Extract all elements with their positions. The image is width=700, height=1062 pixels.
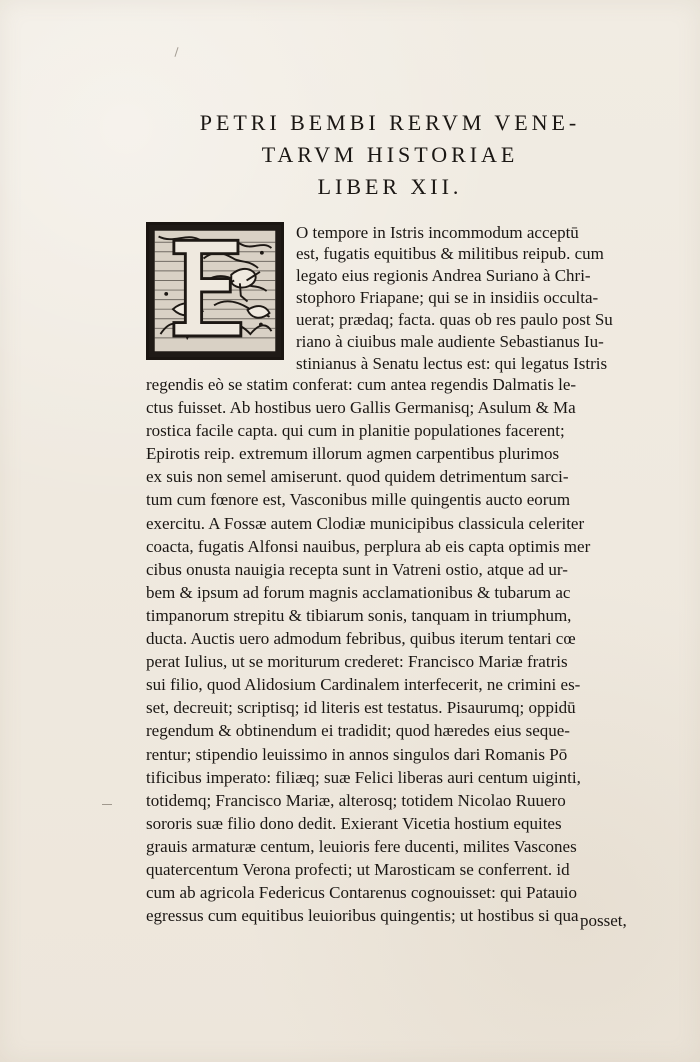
paper-mark bbox=[102, 804, 112, 805]
opening-line: legato eius regionis Andrea Suriano à Chri- bbox=[296, 266, 591, 285]
paper-mark bbox=[174, 47, 178, 57]
opening-paragraph bbox=[296, 243, 652, 375]
body-line: grauis armaturæ centum, leuioris fere ducenti, milites Vascones bbox=[146, 836, 577, 856]
chapter-title bbox=[155, 107, 625, 203]
title-line-2: TARVM HISTORIAE bbox=[261, 142, 519, 167]
opening-line: stinianus à Senatu lectus est: qui legatus Istris bbox=[296, 354, 608, 373]
body-line: sororis suæ filio dono dedit. Exierant Vicetia hostium equites bbox=[146, 813, 562, 833]
title-line-3: LIBER XII. bbox=[317, 174, 463, 199]
opening-line: stophoro Friapane; qui se in insidiis occulta- bbox=[296, 288, 599, 307]
body-line: bem & ipsum ad forum magnis acclamationibus & tubarum ac bbox=[146, 582, 571, 602]
body-line: cibus onusta nauigia recepta sunt in Vatreni ostio, atque ad ur- bbox=[146, 559, 568, 579]
body-line: egressus cum equitibus leuioribus quingentis; ut hostibus si qua bbox=[146, 906, 579, 926]
opening-line: uerat; prædaq; facta. quas ob res paulo post Su bbox=[296, 310, 613, 329]
body-line: quatercentum Verona profecti; ut Marosticam se conferrent. id bbox=[146, 859, 570, 879]
body-line: regendis eò se statim conferat: cum antea regendis Dalmatis le- bbox=[146, 375, 577, 394]
body-line: sui filio, quod Alidosium Cardinalem interfecerit, ne crimini es- bbox=[146, 675, 581, 695]
body-line: coacta, fugatis Alfonsi nauibus, perplura ab eis capta optimis mer bbox=[146, 536, 591, 556]
body-line: totidemq; Francisco Mariæ, alterosq; totidem Nicolao Ruuero bbox=[146, 790, 566, 810]
body-line: ducta. Auctis uero admodum febribus, quibus iterum tentari cœ bbox=[146, 629, 576, 649]
body-line: rentur; stipendio leuissimo in annos singulos dari Romanis Pō bbox=[146, 744, 568, 764]
body-line: rostica facile capta. qui cum in planitie populationes facerent; bbox=[146, 421, 565, 441]
body-line: tum cum fœnore est, Vasconibus mille quingentis aucto eorum bbox=[146, 490, 571, 510]
body-line: exercitu. A Fossæ autem Clodiæ municipibus classicula celeriter bbox=[146, 513, 585, 533]
title-line-1: PETRI BEMBI RERVM VENE- bbox=[199, 110, 581, 135]
main-paragraph bbox=[146, 373, 653, 927]
opening-first-line: O tempore in Istris incommodum acceptū bbox=[296, 223, 579, 242]
closing-word: posset, bbox=[580, 911, 627, 930]
body-line: perat Iulius, ut se moriturum crederet: Francisco Mariæ fratris bbox=[146, 652, 568, 672]
body-line: ctus fuisset. Ab hostibus uero Gallis Germanisq; Asulum & Ma bbox=[146, 398, 576, 418]
body-line: ex suis non semel amiserunt. quod quidem detrimentum sarci- bbox=[146, 467, 569, 487]
body-line: regendum & obtinendum ei tradidit; quod hæredes eius seque- bbox=[146, 721, 570, 741]
body-line: cum ab agricola Federicus Contarenus cognouisset: qui Patauio bbox=[146, 883, 578, 903]
opening-line: est, fugatis equitibus & militibus reipub. cum bbox=[296, 244, 604, 263]
body-line: Epirotis reip. extremum illorum agmen carpentibus plurimos bbox=[146, 444, 560, 464]
opening-line: riano à ciuibus male audiente Sebastianus Iu- bbox=[296, 332, 604, 351]
body-line: timpanorum strepitu & tibiarum sonis, tanquam in triumphum, bbox=[146, 605, 572, 625]
body-line: tificibus imperato: filiæq; suæ Felici liberas auri centum uiginti, bbox=[146, 767, 581, 787]
decorated-initial-e-icon bbox=[146, 222, 284, 360]
body-line: set, decreuit; scriptisq; id literis est testatus. Pisaurumq; oppidū bbox=[146, 698, 576, 718]
